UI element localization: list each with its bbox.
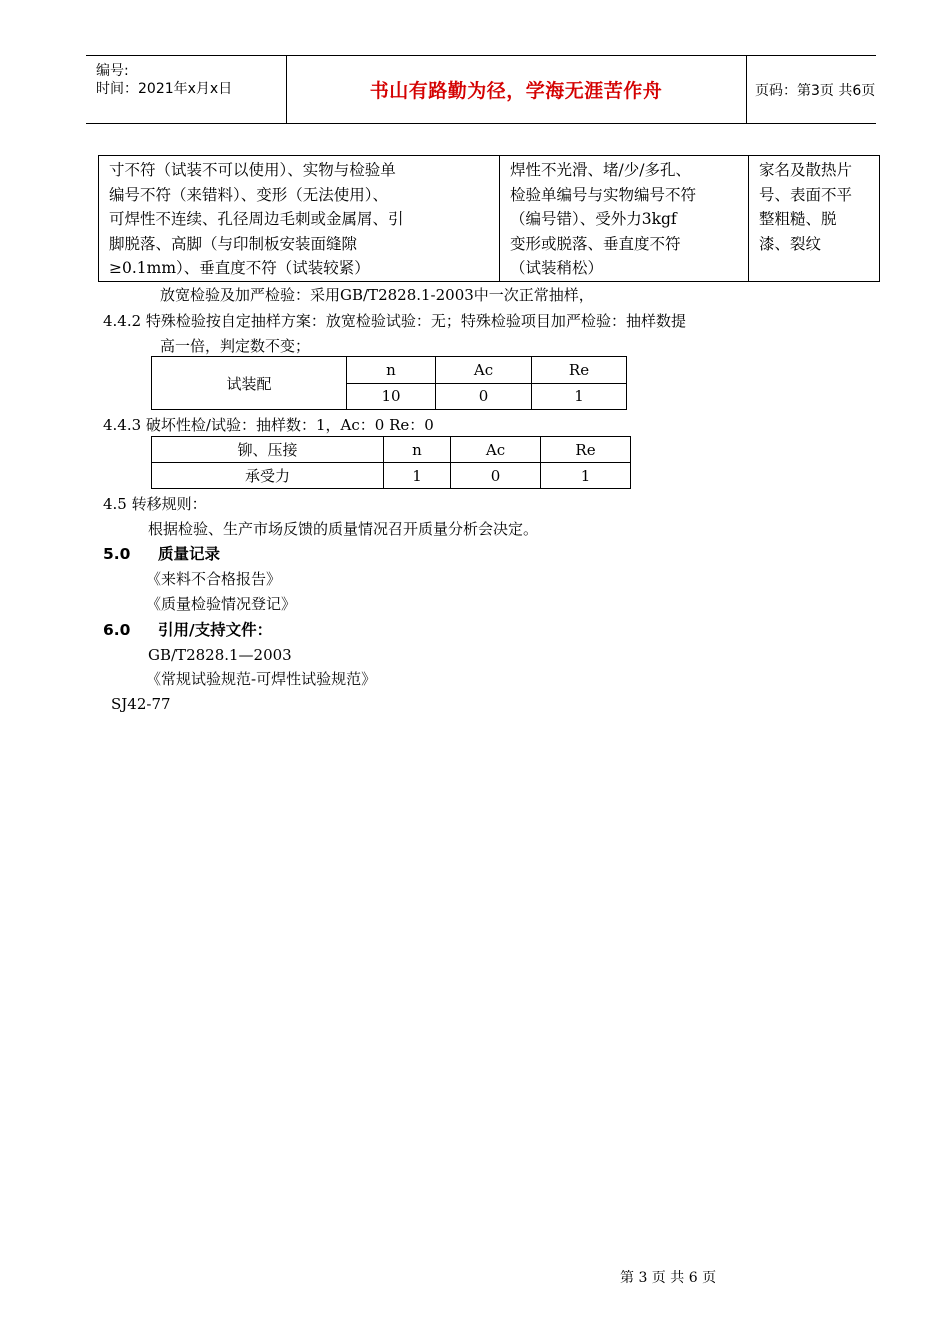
- defect-line: 焊性不光滑、堵/少/多孔、: [510, 161, 691, 179]
- table-header: Re: [532, 357, 627, 384]
- table-cell: 1: [532, 383, 627, 410]
- table-row: [152, 463, 631, 489]
- table-header: n: [347, 357, 436, 384]
- section-5-title: 质量记录: [158, 545, 221, 563]
- table-row: [99, 156, 880, 282]
- defect-cell-1: [99, 156, 500, 282]
- defect-line: 整粗糙、脱: [759, 210, 837, 229]
- table-header: Re: [541, 437, 631, 463]
- table-cell: 0: [436, 383, 532, 410]
- defect-cell-2: [500, 156, 749, 282]
- sampling-table-assembly: [151, 356, 627, 410]
- reference-item: GB/T2828.1—2003: [148, 646, 292, 664]
- defect-line: （编号错）、受外力3kgf: [510, 210, 677, 229]
- section-4-5-title: 4.5 转移规则：: [103, 495, 207, 513]
- defect-cell-3: [749, 156, 880, 282]
- table-cell: 10: [347, 383, 436, 410]
- table-row: [152, 357, 627, 384]
- header-motto-cell: [286, 56, 747, 123]
- table-cell: 1: [541, 463, 631, 489]
- section-4-4-2-line2: 高一倍，判定数不变；: [160, 337, 311, 355]
- defect-line: 检验单编号与实物编号不符: [510, 185, 697, 204]
- defect-line: 寸不符（试装不可以使用）、实物与检验单: [109, 161, 396, 179]
- defect-table: [98, 155, 880, 282]
- defect-line: 家名及散热片: [759, 161, 853, 179]
- header-page-info: 页码：第3页 共6页: [755, 82, 876, 99]
- footer-page-number: 第 3 页 共 6 页: [620, 1270, 717, 1286]
- reference-item: 《常规试验规范-可焊性试验规范》: [146, 670, 377, 688]
- section-4-5-text: 根据检验、生产市场反馈的质量情况召开质量分析会决定。: [148, 520, 539, 538]
- table-label: 承受力: [152, 463, 384, 489]
- table-cell: 0: [451, 463, 541, 489]
- table-header: Ac: [451, 437, 541, 463]
- section-6-title: 引用/支持文件：: [158, 621, 273, 639]
- page-header: [86, 55, 876, 124]
- section-4-4-2-line1: 4.4.2 特殊检验按自定抽样方案：放宽检验试验：无；特殊检验项目加严检验：抽样数提: [103, 312, 686, 330]
- relaxed-inspection-text: 放宽检验及加严检验：采用GB/T2828.1-2003中一次正常抽样，: [160, 286, 594, 304]
- header-meta: [86, 56, 287, 123]
- header-motto: 书山有路勤为径，学海无涯苦作舟: [369, 80, 663, 102]
- sampling-table-destructive: [151, 436, 631, 489]
- table-label: 试装配: [152, 357, 347, 410]
- defect-line: 可焊性不连续、孔径周边毛刺或金属屑、引: [109, 210, 404, 229]
- defect-line: 号、表面不平: [759, 185, 853, 204]
- header-page-cell: [747, 56, 876, 123]
- table-header: n: [384, 437, 451, 463]
- defect-line: 脚脱落、高脚（与印制板安装面缝隙: [109, 234, 358, 253]
- defect-line: 变形或脱落、垂直度不符: [510, 234, 681, 253]
- table-header: Ac: [436, 357, 532, 384]
- doc-date-label: 时间：2021年x月x日: [96, 81, 233, 97]
- table-row: [152, 437, 631, 463]
- table-cell: 1: [384, 463, 451, 489]
- table-label: 铆、压接: [152, 437, 384, 463]
- reference-item: SJ42-77: [111, 695, 171, 713]
- defect-line: （试装稍松）: [510, 259, 604, 278]
- defect-line: 漆、裂纹: [759, 234, 822, 253]
- defect-line: ≥0.1mm）、垂直度不符（试装较紧）: [109, 259, 370, 278]
- section-4-4-3: 4.4.3 破坏性检/试验：抽样数：1，Ac：0 Re：0: [103, 416, 434, 434]
- doc-number-label: 编号:: [96, 63, 129, 79]
- section-6-number: 6.0: [103, 621, 131, 639]
- record-item: 《来料不合格报告》: [146, 570, 282, 588]
- record-item: 《质量检验情况登记》: [146, 595, 297, 613]
- section-5-number: 5.0: [103, 545, 131, 563]
- defect-line: 编号不符（来错料）、变形（无法使用）、: [109, 185, 389, 204]
